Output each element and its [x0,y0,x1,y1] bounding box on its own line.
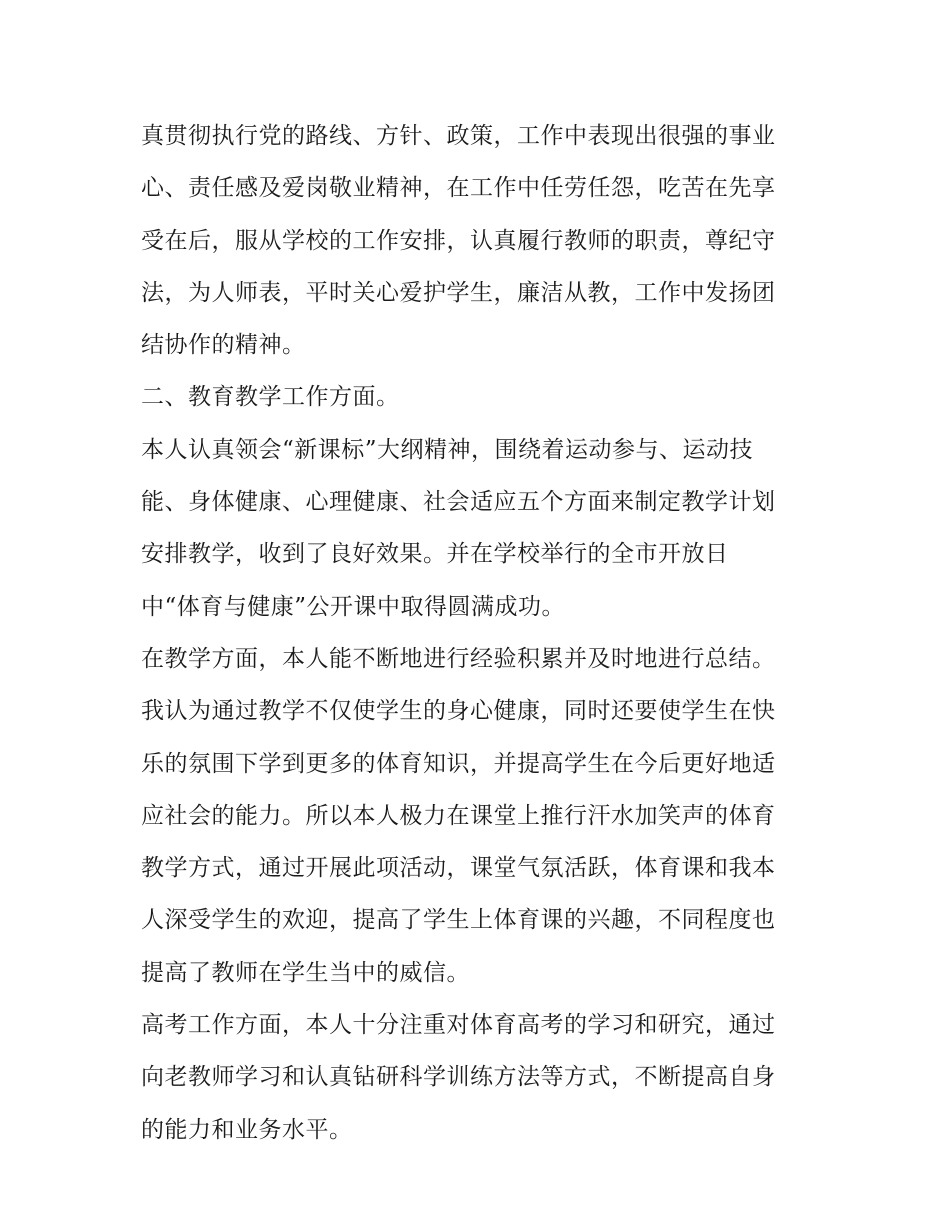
body-text [141,110,821,1156]
text-line: 乐的氛围下学到更多的体育知识，并提高学生在今后更好地适 [141,750,776,777]
text-line: 教学方式，通过开展此项活动，课堂气氛活跃，体育课和我本 [141,855,776,882]
text-line: 的能力和业务水平。 [141,1116,353,1143]
text-line: 本人认真领会“新课标”大纲精神，围绕着运动参与、运动技 [141,436,754,463]
text-line: 中“体育与健康”公开课中取得圆满成功。 [141,593,566,620]
text-line: 受在后，服从学校的工作安排，认真履行教师的职责，尊纪守 [141,227,776,254]
text-line: 高考工作方面，本人十分注重对体育高考的学习和研究，通过 [141,1012,776,1039]
text-line: 人深受学生的欢迎，提高了学生上体育课的兴趣，不同程度也 [141,907,776,934]
text-line: 在教学方面，本人能不断地进行经验积累并及时地进行总结。 [141,645,776,672]
text-line: 结协作的精神。 [141,332,306,359]
text-line: 我认为通过教学不仅使学生的身心健康，同时还要使学生在快 [141,698,776,725]
text-line: 向老教师学习和认真钻研科学训练方法等方式，不断提高自身 [141,1064,776,1091]
text-line: 真贯彻执行党的路线、方针、政策，工作中表现出很强的事业 [141,123,776,149]
text-line: 能、身体健康、心理健康、社会适应五个方面来制定教学计划 [141,489,776,516]
text-line: 应社会的能力。所以本人极力在课堂上推行汗水加笑声的体育 [141,802,776,829]
text-line: 提高了教师在学生当中的威信。 [141,959,470,986]
section-heading: 二、教育教学工作方面。 [141,384,400,411]
text-line: 心、责任感及爱岗敬业精神，在工作中任劳任怨，吃苦在先享 [141,175,776,202]
text-line: 法，为人师表，平时关心爱护学生，廉洁从教，工作中发扬团 [141,279,776,306]
text-line: 安排教学，收到了良好效果。并在学校举行的全市开放日 [141,541,729,568]
